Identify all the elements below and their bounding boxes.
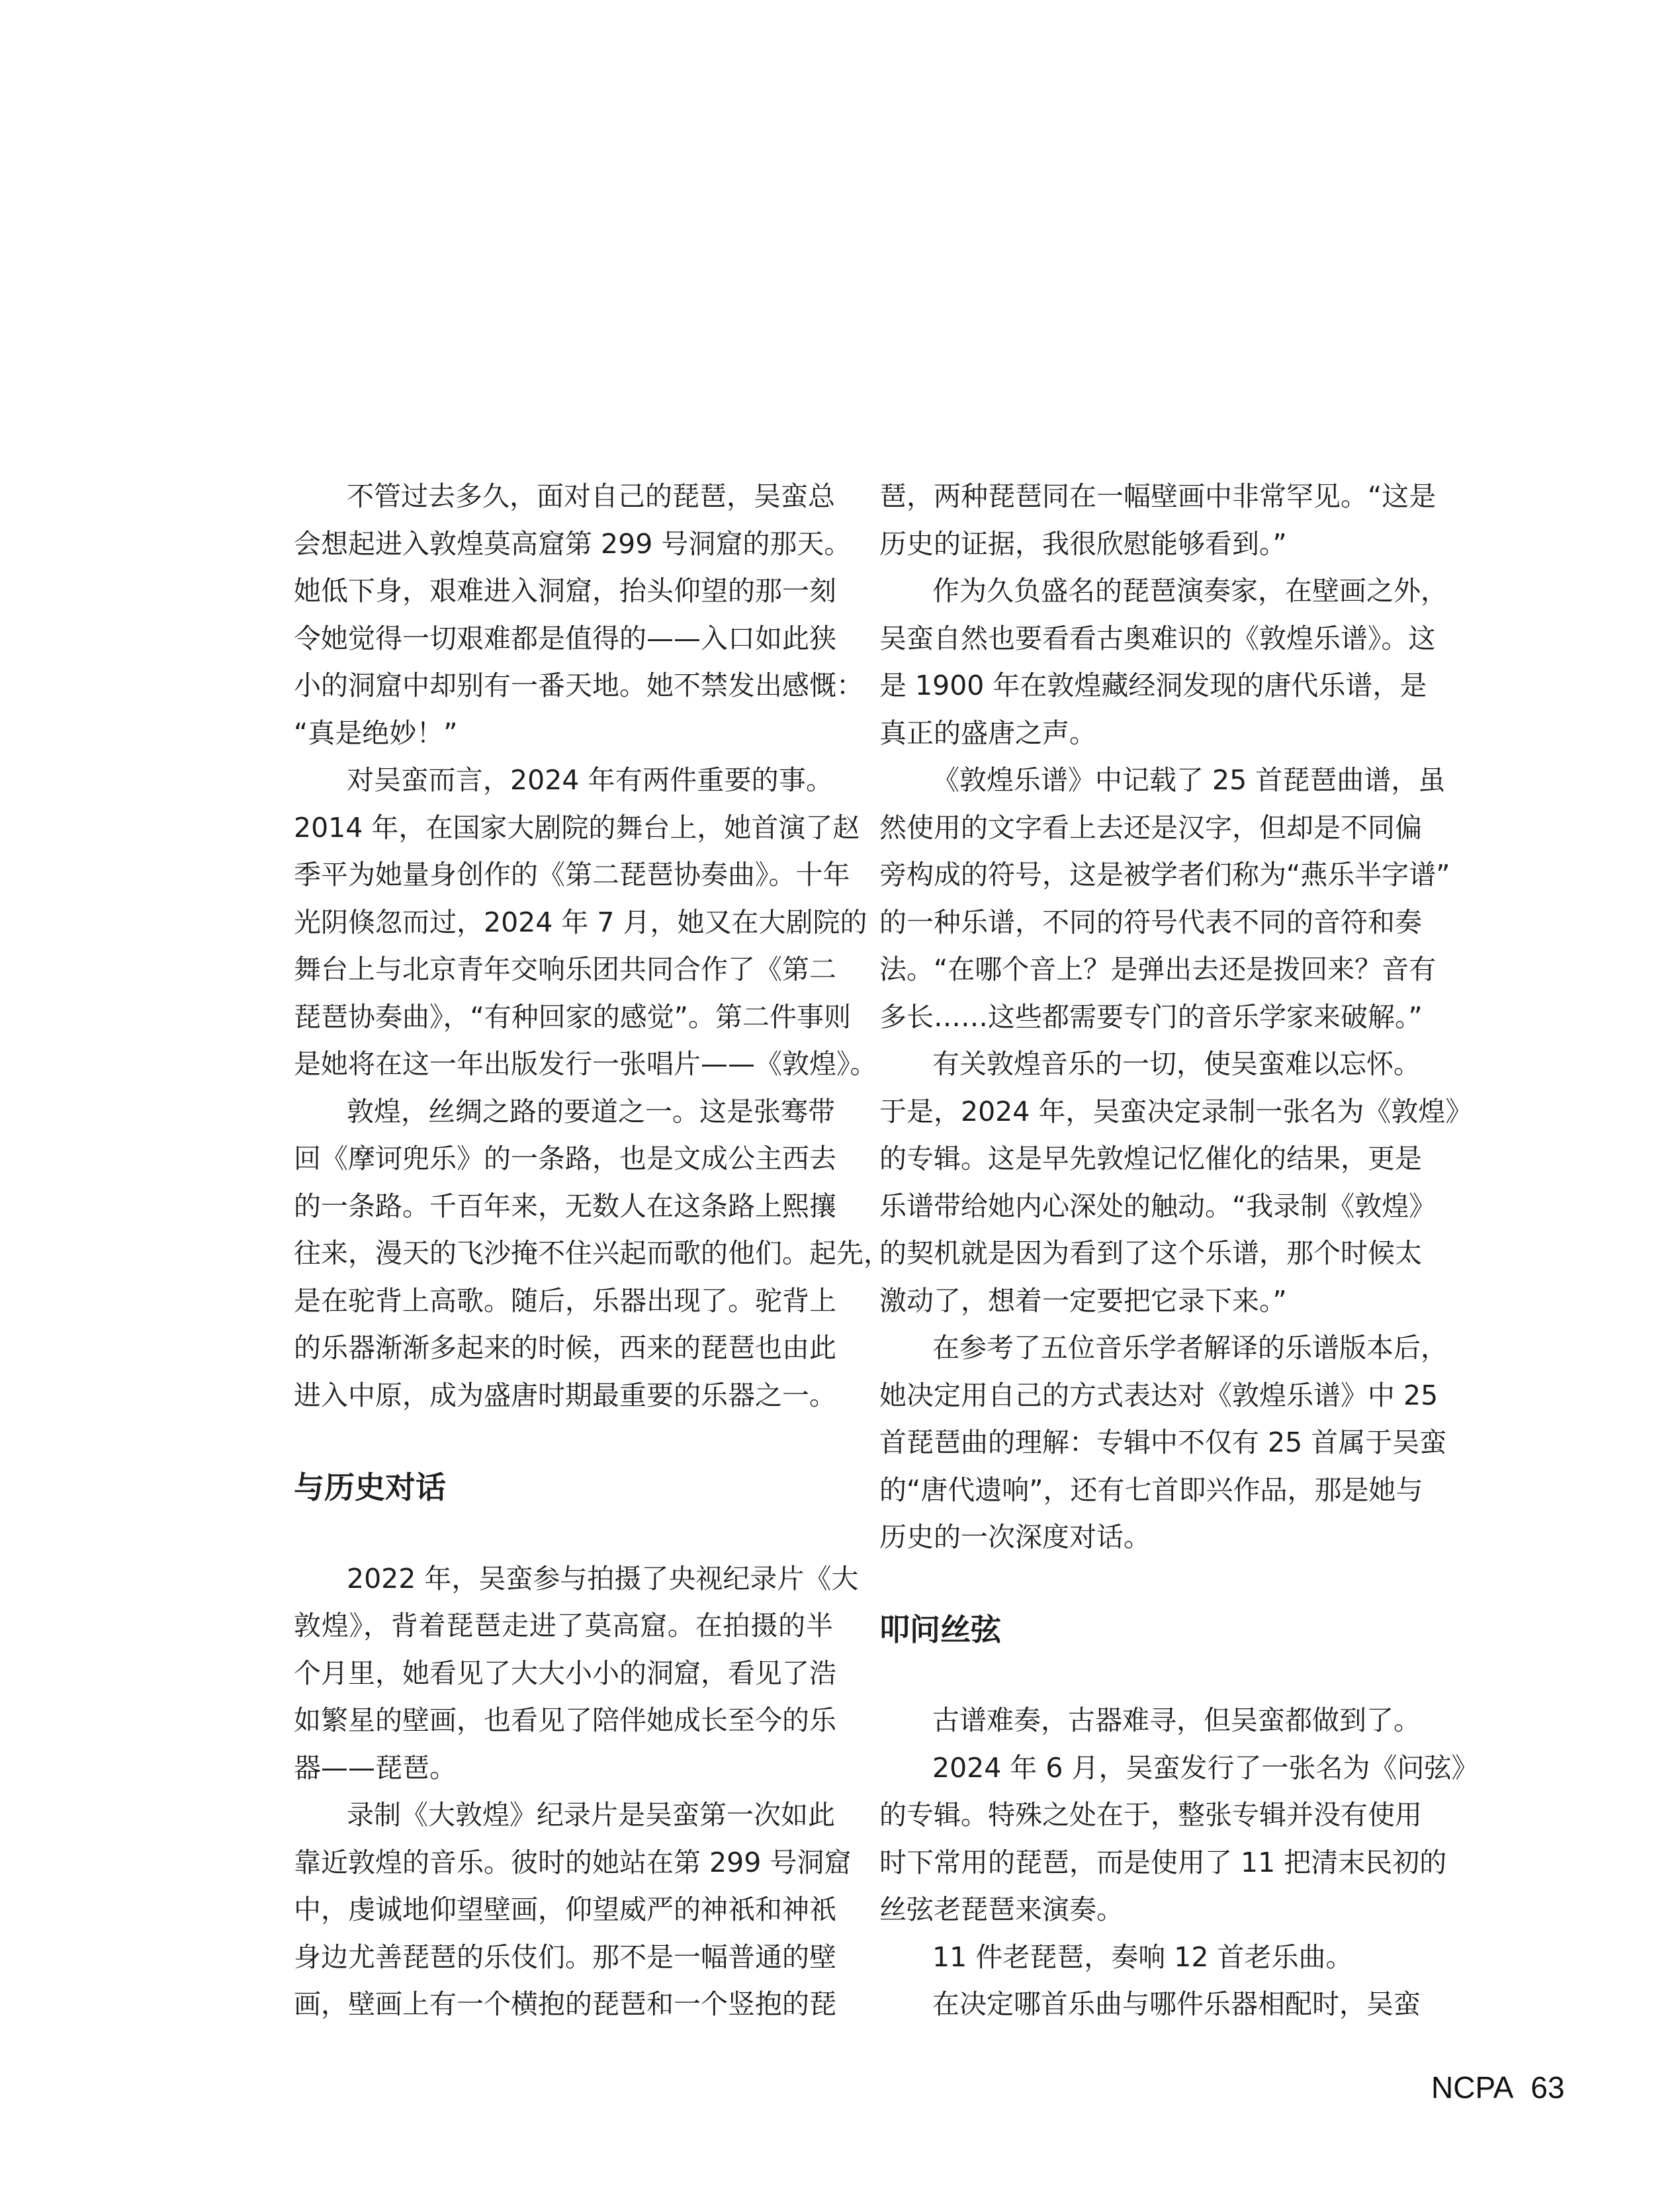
paragraph [879, 1697, 1421, 1745]
magazine-name: NCPA [1431, 2070, 1514, 2105]
paragraph [294, 757, 877, 1088]
text-line: 《敦煌乐谱》中记载了 25 首琵琶曲谱，虽 [932, 764, 1446, 796]
text-line: 真正的盛唐之声。 [879, 717, 1096, 749]
article-right-column [879, 473, 1479, 2029]
text-line: 的乐器渐渐多起来的时候，西来的琵琶也由此 [294, 1332, 836, 1364]
text-line: 她低下身，艰难进入洞窟，抬头仰望的那一刻 [294, 575, 836, 607]
text-line: 丝弦老琵琶来演奏。 [879, 1894, 1124, 1925]
text-line: 舞台上与北京青年交响乐团共同合作了《第二 [294, 953, 836, 985]
text-line: 录制《大敦煌》纪录片是吴蛮第一次如此 [347, 1799, 835, 1831]
text-line: 法。“在哪个音上？是弹出去还是拨回来？音有 [879, 953, 1437, 985]
paragraph [294, 1088, 891, 1420]
text-line: 2022 年，吴蛮参与拍摄了央视纪录片《大 [347, 1562, 859, 1595]
page-number: 63 [1530, 2070, 1565, 2105]
text-line: 的一种乐谱，不同的符号代表不同的音符和奏 [879, 906, 1422, 938]
text-line: 敦煌，丝绸之路的要道之一。这是张骞带 [347, 1095, 835, 1127]
text-line: 不管过去多久，面对自己的琵琶，吴蛮总 [347, 480, 835, 512]
text-line: 于是，2024 年，吴蛮决定录制一张名为《敦煌》 [879, 1095, 1473, 1127]
text-line: 作为久负盛名的琵琶演奏家，在壁画之外， [932, 575, 1448, 607]
text-line: 如繁星的壁画，也看见了陪伴她成长至今的乐 [294, 1704, 836, 1736]
text-line: 中，虔诚地仰望壁画，仰望威严的神祇和神祇 [294, 1894, 836, 1925]
text-line: 器——琵琶。 [294, 1751, 457, 1784]
paragraph [879, 568, 1448, 757]
paragraph [879, 1041, 1473, 1325]
paragraph [879, 1981, 1421, 2029]
text-line: 的“唐代遗响”，还有七首即兴作品，那是她与 [879, 1473, 1423, 1506]
text-line: 的一条路。千百年来，无数人在这条路上熙攘 [294, 1190, 836, 1222]
text-line: 对吴蛮而言，2024 年有两件重要的事。 [347, 764, 833, 796]
text-line: 会想起进入敦煌莫高窟第 299 号洞窟的那天。 [294, 527, 852, 560]
text-line: 在参考了五位音乐学者解译的乐谱版本后， [932, 1332, 1448, 1364]
paragraph [879, 473, 1437, 568]
text-line: 激动了，想着一定要把它录下来。” [879, 1284, 1287, 1317]
section-heading: 叩问丝弦 [879, 1611, 1001, 1647]
text-line: 是她将在这一年出版发行一张唱片——《敦煌》。 [294, 1048, 877, 1080]
page-footer [1431, 2070, 1565, 2105]
text-line: 11 件老琵琶，奏响 12 首老乐曲。 [932, 1941, 1353, 1973]
text-line: 琶，两种琵琶同在一幅壁画中非常罕见。“这是 [879, 480, 1437, 512]
text-line: 历史的一次深度对话。 [879, 1521, 1151, 1553]
text-line: “真是绝妙！” [294, 717, 458, 749]
text-line: 画，壁画上有一个横抱的琵琶和一个竖抱的琵 [294, 1988, 836, 2020]
section-heading: 与历史对话 [294, 1469, 446, 1505]
text-line: 历史的证据，我很欣慰能够看到。” [879, 527, 1287, 560]
paragraph [879, 1325, 1448, 1561]
text-line: 多长……这些都需要专门的音乐学家来破解。” [879, 1000, 1423, 1033]
text-line: 令她觉得一切艰难都是值得的——入口如此狭 [294, 622, 836, 654]
text-line: 回《摩诃兜乐》的一条路，也是文成公主西去 [294, 1143, 836, 1174]
paragraph [294, 1555, 859, 1792]
text-line: 敦煌》，背着琵琶走进了莫高窟。在拍摄的半 [294, 1610, 833, 1641]
text-line: 光阴倏忽而过，2024 年 7 月，她又在大剧院的 [294, 906, 867, 938]
text-line: 小的洞窟中却别有一番天地。她不禁发出感慨： [294, 670, 863, 701]
text-line: 是 1900 年在敦煌藏经洞发现的唐代乐谱，是 [879, 670, 1427, 701]
article-left-column [294, 473, 891, 2029]
text-line: 乐谱带给她内心深处的触动。“我录制《敦煌》 [879, 1190, 1437, 1222]
paragraph [879, 1934, 1417, 1982]
text-line: 旁构成的符号，这是被学者们称为“燕乐半字谱” [879, 859, 1450, 891]
text-line: 古谱难奏，古器难寻，但吴蛮都做到了。 [932, 1704, 1421, 1736]
text-line: 时下常用的琵琶，而是使用了 11 把清末民初的 [879, 1846, 1447, 1878]
text-line: 的专辑。这是早先敦煌记忆催化的结果，更是 [879, 1143, 1422, 1174]
text-line: 的契机就是因为看到了这个乐谱，那个时候太 [879, 1237, 1422, 1269]
text-line: 的专辑。特殊之处在于，整张专辑并没有使用 [879, 1799, 1422, 1831]
text-line: 然使用的文字看上去还是汉字，但却是不同偏 [879, 811, 1422, 844]
text-line: 首琵琶曲的理解：专辑中不仅有 25 首属于吴蛮 [879, 1426, 1447, 1458]
text-line: 2024 年 6 月，吴蛮发行了一张名为《问弦》 [932, 1751, 1479, 1784]
text-line: 吴蛮自然也要看看古奥难识的《敦煌乐谱》。这 [879, 622, 1436, 654]
paragraph [294, 473, 863, 757]
text-line: 在决定哪首乐曲与哪件乐器相配时，吴蛮 [932, 1988, 1421, 2020]
text-line: 2014 年，在国家大剧院的舞台上，她首演了赵 [294, 811, 860, 844]
paragraph [294, 1792, 852, 2029]
text-line: 进入中原，成为盛唐时期最重要的乐器之一。 [294, 1379, 836, 1411]
text-line: 身边尤善琵琶的乐伎们。那不是一幅普通的壁 [294, 1941, 836, 1973]
paragraph [879, 757, 1450, 1041]
text-line: 靠近敦煌的音乐。彼时的她站在第 299 号洞窟 [294, 1846, 852, 1878]
text-line: 琵琶协奏曲》，“有种回家的感觉”。第二件事则 [294, 1000, 851, 1033]
text-line: 有关敦煌音乐的一切，使吴蛮难以忘怀。 [932, 1048, 1421, 1080]
text-line: 是在驼背上高歌。随后，乐器出现了。驼背上 [294, 1284, 836, 1317]
paragraph [879, 1745, 1479, 1934]
text-line: 往来，漫天的飞沙掩不住兴起而歌的他们。起先， [294, 1237, 891, 1269]
text-line: 季平为她量身创作的《第二琵琶协奏曲》。十年 [294, 859, 850, 891]
text-line: 个月里，她看见了大大小小的洞窟，看见了浩 [294, 1657, 836, 1689]
text-line: 她决定用自己的方式表达对《敦煌乐谱》中 25 [879, 1379, 1438, 1411]
